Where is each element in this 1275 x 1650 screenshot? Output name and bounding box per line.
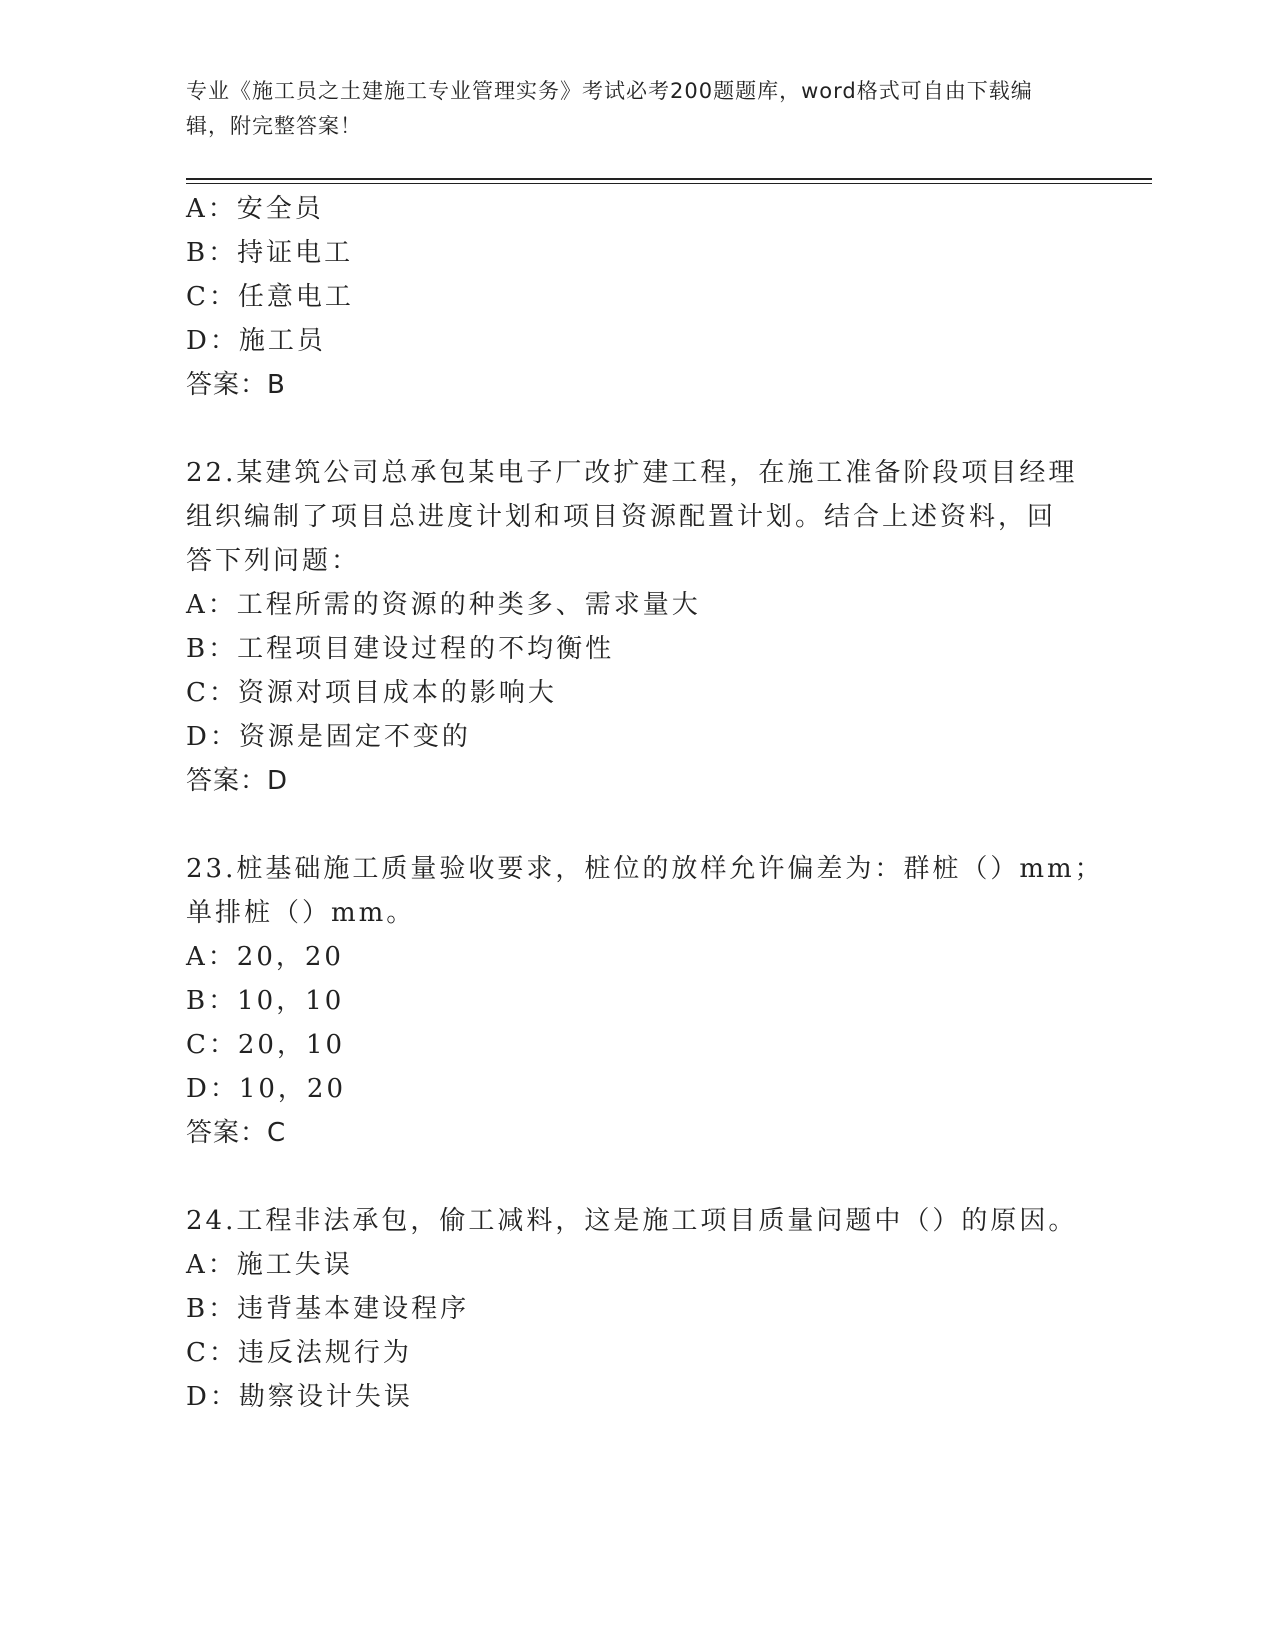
question-24-option-c: C：违反法规行为: [186, 1338, 412, 1368]
header-rule-thin: [186, 183, 1152, 184]
header-rule-thick: [186, 178, 1152, 180]
question-24-option-a: A：施工失误: [186, 1250, 353, 1280]
question-23-option-b: B：10，10: [186, 986, 345, 1016]
question-23-option-c: C：20，10: [186, 1030, 346, 1060]
question-22-answer: 答案：D: [186, 766, 289, 796]
option-a: A：安全员: [186, 194, 324, 224]
question-23-option-d: D：10，20: [186, 1074, 347, 1104]
question-22-option-a: A：工程所需的资源的种类多、需求量大: [186, 590, 701, 620]
option-c: C：任意电工: [186, 282, 354, 312]
question-23-line-2: 单排桩（）mm。: [186, 898, 416, 928]
question-24-option-d: D：勘察设计失误: [186, 1382, 413, 1412]
option-d: D：施工员: [186, 326, 326, 356]
question-22-option-b: B：工程项目建设过程的不均衡性: [186, 634, 615, 664]
question-24-option-b: B：违背基本建设程序: [186, 1294, 470, 1324]
question-22-line-2: 组织编制了项目总进度计划和项目资源配置计划。结合上述资料，回: [186, 502, 1057, 532]
question-23-line-1: 23.桩基础施工质量验收要求，桩位的放样允许偏差为：群桩（）mm；: [186, 854, 1104, 884]
question-22-line-3: 答下列问题：: [186, 546, 361, 576]
question-23-answer: 答案：C: [186, 1118, 287, 1148]
question-23-option-a: A：20，20: [186, 942, 344, 972]
question-22-option-d: D：资源是固定不变的: [186, 722, 471, 752]
option-b: B：持证电工: [186, 238, 354, 268]
question-22-option-c: C：资源对项目成本的影响大: [186, 678, 557, 708]
question-24-line-1: 24.工程非法承包，偷工减料，这是施工项目质量问题中（）的原因。: [186, 1206, 1078, 1236]
answer: 答案：B: [186, 370, 286, 400]
question-22-line-1: 22.某建筑公司总承包某电子厂改扩建工程，在施工准备阶段项目经理: [186, 458, 1078, 488]
document-header: 专业《施工员之土建施工专业管理实务》考试必考200题题库，word格式可自由下载编辑，附完整答案！: [186, 79, 1033, 138]
